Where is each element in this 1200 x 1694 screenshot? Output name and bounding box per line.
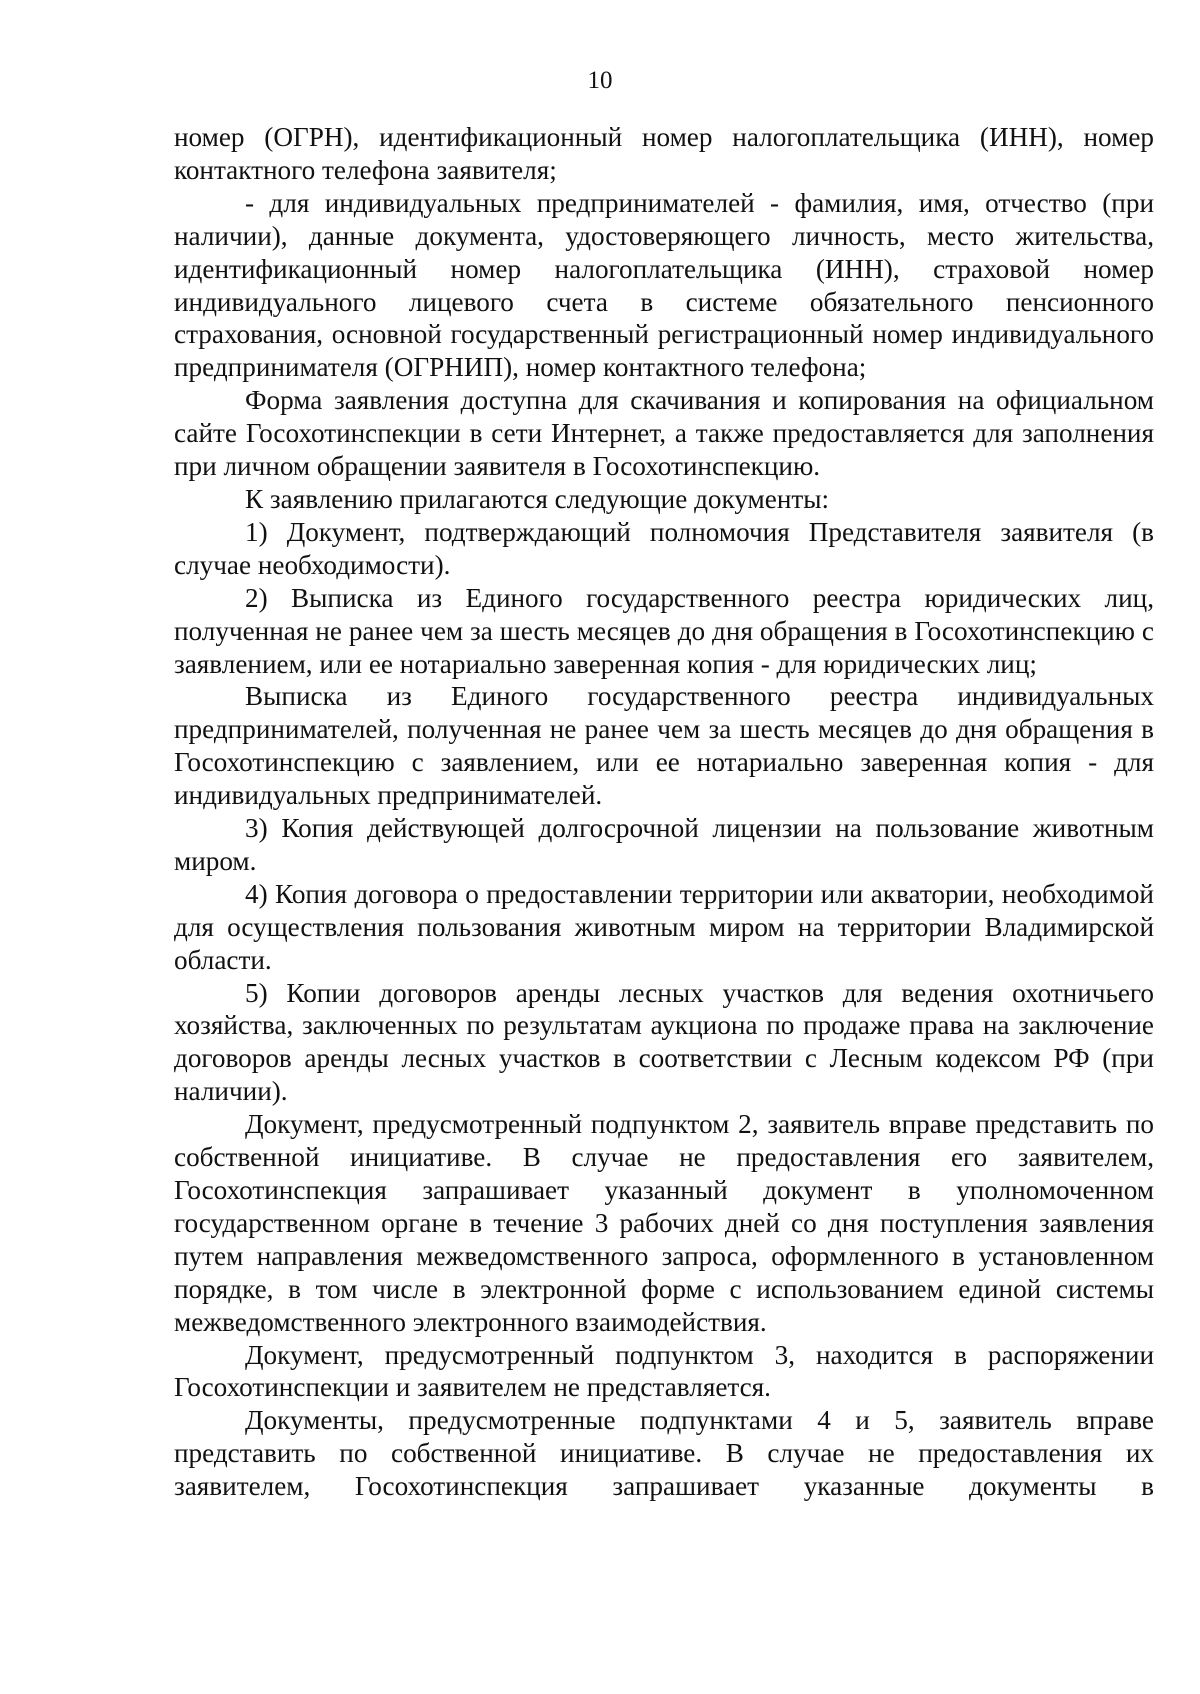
paragraph-11: Документ, предусмотренный подпунктом 2, заявитель вправе представить по собственной инициативе. В случае не предоставления его заявителем, Госохотинспекция запрашивает указанный документ в уполномоченном государственном органе в течение 3 рабочих дней со дня поступления заявления путем направления межведомственного запроса, оформленного в установленном порядке, в том числе в электронной форме с использованием единой системы межведомственного электронного взаимодействия. (174, 1109, 1154, 1337)
paragraph-6: 2) Выписка из Единого государственного реестра юридических лиц, полученная не ранее чем за шесть месяцев до дня обращения в Госохотинспекцию с заявлением, или ее нотариально заверенная копия - для юридических лиц; (174, 582, 1154, 679)
paragraph-3: Форма заявления доступна для скачивания и копирования на официальном сайте Госохотинспекции в сети Интернет, а также предоставляется для заполнения при личном обращении заявителя в Госохотинспекцию. (174, 385, 1154, 482)
paragraph-4: К заявлению прилагаются следующие документы: (245, 483, 830, 514)
paragraph-9: 4) Копия договора о предоставлении территории или акватории, необходимой для осуществления пользования животным миром на территории Владимирской области. (174, 878, 1154, 975)
paragraph-12: Документ, предусмотренный подпунктом 3, находится в распоряжении Госохотинспекции и заявителем не представляется. (174, 1339, 1154, 1403)
page-number: 10 (587, 67, 613, 94)
paragraph-8: 3) Копия действующей долгосрочной лицензии на пользование животным миром. (174, 813, 1154, 876)
paragraph-13: Документы, предусмотренные подпунктами 4 и 5, заявитель вправе представить по собственной инициативе. В случае не предоставления их заявителем, Госохотинспекция запрашивает указанные документы в (174, 1405, 1154, 1502)
paragraph-5: 1) Документ, подтверждающий полномочия Представителя заявителя (в случае необходимости). (174, 516, 1154, 580)
document-body (174, 121, 1154, 1503)
paragraph-2: - для индивидуальных предпринимателей - фамилия, имя, отчество (при наличии), данные документа, удостоверяющего личность, место жительства, идентификационный номер налогоплательщика (ИНН), страховой номер индивидуального лицевого счета в системе обязательного пенсионного страхования, основной государственный регистрационный номер индивидуального предпринимателя (ОГРНИП), номер контактного телефона; (174, 187, 1154, 383)
paragraph-7: Выписка из Единого государственного реестра индивидуальных предпринимателей, полученная не ранее чем за шесть месяцев до дня обращения в Госохотинспекцию с заявлением, или ее нотариально заверенная копия - для индивидуальных предпринимателей. (174, 681, 1154, 811)
paragraph-1: номер (ОГРН), идентификационный номер налогоплательщика (ИНН), номер контактного телефона заявителя; (174, 122, 1154, 185)
paragraph-10: 5) Копии договоров аренды лесных участков для ведения охотничьего хозяйства, заключенных по результатам аукциона по продаже права на заключение договоров аренды лесных участков в соответствии с Лесным кодексом РФ (при наличии). (174, 977, 1154, 1107)
